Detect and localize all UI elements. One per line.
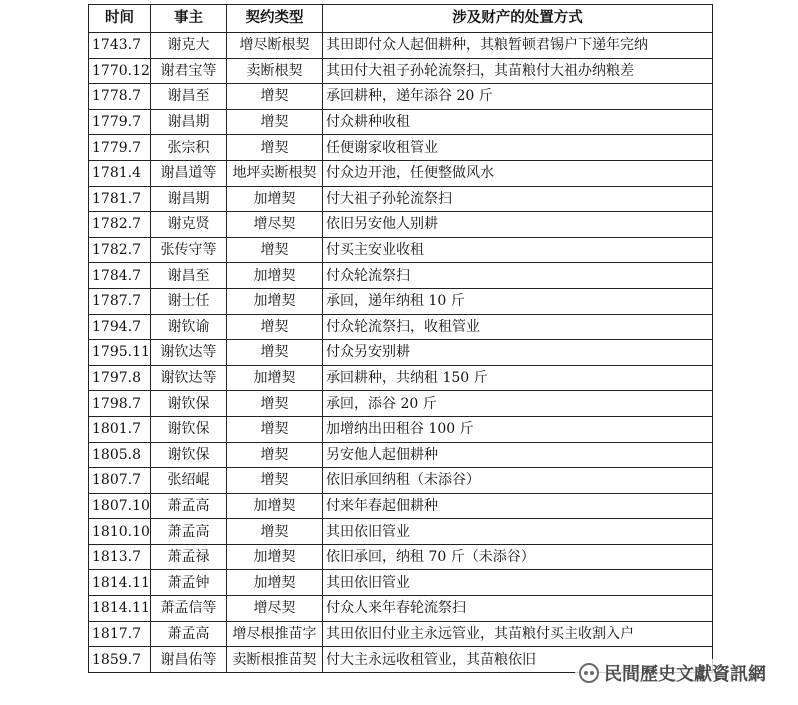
cell-type: 增契 — [227, 391, 323, 417]
header-row — [89, 5, 713, 33]
cell-party: 谢昌至 — [151, 263, 227, 289]
table-row — [89, 519, 713, 545]
cell-time: 1794.7 — [89, 314, 151, 340]
cell-time: 1781.7 — [89, 186, 151, 212]
cell-type: 卖断根推苗契 — [227, 647, 323, 673]
cell-desc: 付众耕种收租 — [323, 109, 713, 135]
table-row — [89, 84, 713, 110]
cell-type: 增契 — [227, 340, 323, 366]
cell-time: 1814.11 — [89, 596, 151, 622]
cell-time: 1784.7 — [89, 263, 151, 289]
cell-time: 1782.7 — [89, 237, 151, 263]
table-row — [89, 544, 713, 570]
cell-type: 增尽根推苗字 — [227, 621, 323, 647]
cell-type: 增契 — [227, 135, 323, 161]
table-row — [89, 263, 713, 289]
cell-party: 谢昌佑等 — [151, 647, 227, 673]
cell-desc: 其田付大祖子孙轮流祭扫，其苗粮付大祖办纳粮差 — [323, 58, 713, 84]
cell-desc: 其田即付众人起佃耕种，其粮暂顿君锡户下递年完纳 — [323, 33, 713, 59]
cell-party: 张宗积 — [151, 135, 227, 161]
cell-desc: 加增纳出田租谷 100 斤 — [323, 416, 713, 442]
cell-desc: 付众人来年春轮流祭扫 — [323, 596, 713, 622]
cell-party: 萧孟钟 — [151, 570, 227, 596]
cell-party: 谢昌至 — [151, 84, 227, 110]
cell-party: 谢钦保 — [151, 442, 227, 468]
cell-type: 增尽断根契 — [227, 33, 323, 59]
cell-time: 1810.10 — [89, 519, 151, 545]
table-row — [89, 314, 713, 340]
cell-party: 萧孟信等 — [151, 596, 227, 622]
cell-time: 1805.8 — [89, 442, 151, 468]
table-row — [89, 416, 713, 442]
cell-type: 增契 — [227, 237, 323, 263]
cell-time: 1779.7 — [89, 135, 151, 161]
cell-party: 张绍崐 — [151, 468, 227, 494]
cell-time: 1814.11 — [89, 570, 151, 596]
header-type: 契约类型 — [227, 5, 323, 33]
cell-time: 1807.7 — [89, 468, 151, 494]
cell-party: 萧孟禄 — [151, 544, 227, 570]
header-desc: 涉及财产的处置方式 — [323, 5, 713, 33]
cell-type: 加增契 — [227, 288, 323, 314]
cell-desc: 依旧承回，纳租 70 斤（未添谷） — [323, 544, 713, 570]
cell-type: 加增契 — [227, 493, 323, 519]
cell-party: 谢昌道等 — [151, 160, 227, 186]
cell-desc: 付众另安别耕 — [323, 340, 713, 366]
cell-type: 增契 — [227, 109, 323, 135]
cell-type: 增契 — [227, 416, 323, 442]
cell-party: 萧孟高 — [151, 519, 227, 545]
table-row — [89, 621, 713, 647]
table-row — [89, 570, 713, 596]
cell-time: 1770.12 — [89, 58, 151, 84]
cell-party: 萧孟高 — [151, 493, 227, 519]
cell-desc: 任便谢家收租管业 — [323, 135, 713, 161]
cell-party: 谢钦达等 — [151, 365, 227, 391]
cell-time: 1779.7 — [89, 109, 151, 135]
cell-type: 增尽契 — [227, 212, 323, 238]
cell-desc: 依旧承回纳租（未添谷） — [323, 468, 713, 494]
table-row — [89, 493, 713, 519]
cell-desc: 承回，递年纳租 10 斤 — [323, 288, 713, 314]
cell-type: 加增契 — [227, 570, 323, 596]
cell-party: 谢克大 — [151, 33, 227, 59]
table-row — [89, 288, 713, 314]
table-row — [89, 109, 713, 135]
cell-time: 1801.7 — [89, 416, 151, 442]
cell-type: 卖断根契 — [227, 58, 323, 84]
cell-party: 谢君宝等 — [151, 58, 227, 84]
cell-desc: 其田依旧管业 — [323, 570, 713, 596]
cell-desc: 其田依旧付业主永远管业，其苗粮付买主收割入户 — [323, 621, 713, 647]
cell-desc: 承回，添谷 20 斤 — [323, 391, 713, 417]
cell-desc: 付来年春起佃耕种 — [323, 493, 713, 519]
table-row — [89, 391, 713, 417]
cell-time: 1787.7 — [89, 288, 151, 314]
cell-party: 谢昌期 — [151, 186, 227, 212]
cell-desc: 其田依旧管业 — [323, 519, 713, 545]
header-party: 事主 — [151, 5, 227, 33]
cell-desc: 付众边开池，任便整做风水 — [323, 160, 713, 186]
watermark-text: 民間歷史文獻資訊網 — [604, 664, 766, 685]
table-body — [89, 33, 713, 673]
table-row — [89, 212, 713, 238]
cell-time: 1807.10 — [89, 493, 151, 519]
cell-time: 1798.7 — [89, 391, 151, 417]
cell-time: 1817.7 — [89, 621, 151, 647]
cell-type: 增契 — [227, 314, 323, 340]
cell-desc: 承回耕种，递年添谷 20 斤 — [323, 84, 713, 110]
cell-type: 加增契 — [227, 544, 323, 570]
header-time: 时间 — [89, 5, 151, 33]
watermark — [575, 659, 770, 687]
cell-time: 1813.7 — [89, 544, 151, 570]
cell-party: 谢钦达等 — [151, 340, 227, 366]
cell-time: 1781.4 — [89, 160, 151, 186]
cell-type: 增契 — [227, 442, 323, 468]
cell-type: 增契 — [227, 84, 323, 110]
cell-desc: 付买主安业收租 — [323, 237, 713, 263]
table-row — [89, 237, 713, 263]
table-row — [89, 468, 713, 494]
cell-desc: 承回耕种，共纳租 150 斤 — [323, 365, 713, 391]
cell-party: 萧孟高 — [151, 621, 227, 647]
cell-desc: 依旧另安他人别耕 — [323, 212, 713, 238]
cell-type: 增契 — [227, 468, 323, 494]
table-row — [89, 596, 713, 622]
cell-time: 1782.7 — [89, 212, 151, 238]
table-row — [89, 186, 713, 212]
table-row — [89, 160, 713, 186]
cell-type: 加增契 — [227, 186, 323, 212]
table-row — [89, 135, 713, 161]
cell-type: 增尽契 — [227, 596, 323, 622]
cell-desc: 付众轮流祭扫 — [323, 263, 713, 289]
cell-party: 谢士任 — [151, 288, 227, 314]
cell-time: 1797.8 — [89, 365, 151, 391]
cell-type: 地坪卖断根契 — [227, 160, 323, 186]
document-page — [88, 4, 712, 673]
cell-desc: 另安他人起佃耕种 — [323, 442, 713, 468]
table-row — [89, 365, 713, 391]
cell-type: 增契 — [227, 519, 323, 545]
table-row — [89, 340, 713, 366]
cell-desc: 付众轮流祭扫，收租管业 — [323, 314, 713, 340]
cell-party: 谢钦保 — [151, 416, 227, 442]
table-row — [89, 442, 713, 468]
contract-table — [88, 4, 713, 673]
wechat-icon — [579, 663, 599, 683]
cell-type: 加增契 — [227, 365, 323, 391]
table-row — [89, 33, 713, 59]
cell-party: 谢克贤 — [151, 212, 227, 238]
cell-party: 谢钦谕 — [151, 314, 227, 340]
cell-time: 1743.7 — [89, 33, 151, 59]
cell-party: 谢钦保 — [151, 391, 227, 417]
cell-time: 1795.11 — [89, 340, 151, 366]
cell-party: 张传守等 — [151, 237, 227, 263]
cell-desc: 付大主永远收租管业，其苗粮依旧 — [323, 647, 713, 673]
table-row — [89, 58, 713, 84]
cell-party: 谢昌期 — [151, 109, 227, 135]
cell-time: 1778.7 — [89, 84, 151, 110]
cell-desc: 付大祖子孙轮流祭扫 — [323, 186, 713, 212]
cell-time: 1859.7 — [89, 647, 151, 673]
cell-type: 加增契 — [227, 263, 323, 289]
